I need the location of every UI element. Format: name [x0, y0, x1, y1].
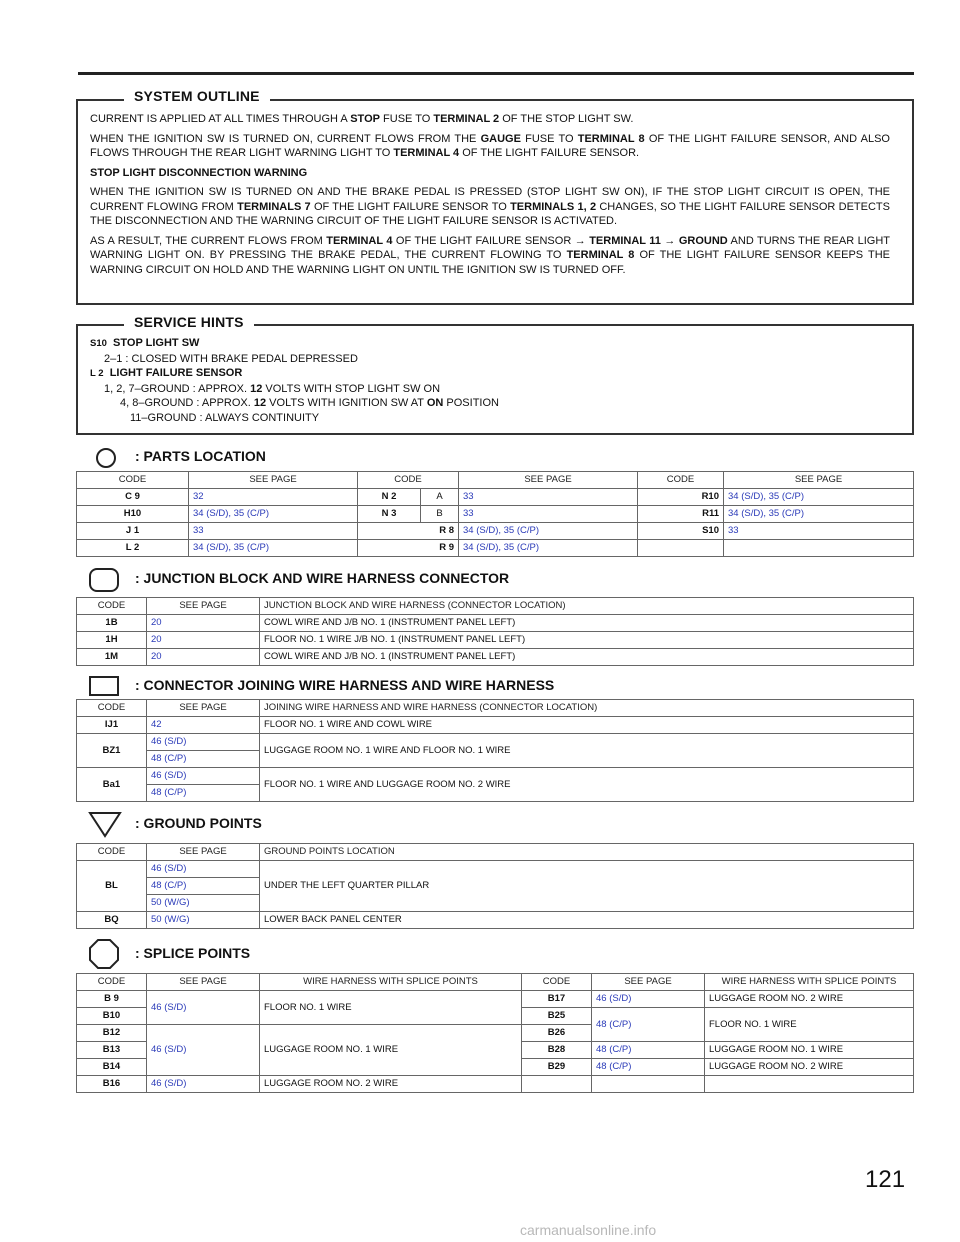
outline-para-2: WHEN THE IGNITION SW IS TURNED ON, CURRENT FLOWS FROM THE GAUGE FUSE TO TERMINAL 8 OF THE LIGHT FAILURE SENSOR, AND ALSO FLOWS THROUGH THE REAR LIGHT WARNING LIGHT TO TERMINAL 4 OF THE LIGHT FAILURE SENSOR.	[90, 132, 890, 159]
table-row	[77, 506, 914, 523]
location-cell: FLOOR NO. 1 WIRE AND COWL WIRE	[260, 717, 914, 734]
connector-joining-square-icon	[88, 674, 120, 698]
table-row	[77, 615, 914, 632]
code-cell: C 9	[77, 489, 189, 506]
code-cell: B17	[522, 991, 592, 1008]
header-cell: GROUND POINTS LOCATION	[260, 844, 914, 861]
header-cell: SEE PAGE	[592, 974, 705, 991]
code-cell: Ba1	[77, 768, 147, 802]
header-cell: JUNCTION BLOCK AND WIRE HARNESS (CONNECTOR LOCATION)	[260, 598, 914, 615]
see-page-link[interactable]: 46 (S/D)	[147, 1025, 260, 1076]
see-page-link[interactable]: 48 (C/P)	[592, 1008, 705, 1042]
splice-octagon-icon	[88, 938, 120, 970]
code-cell: N 2	[358, 489, 421, 506]
table-header-row	[77, 472, 914, 489]
watermark: carmanualsonline.info	[520, 1222, 657, 1238]
see-page-link[interactable]: 33	[724, 523, 914, 540]
code-cell: BQ	[77, 912, 147, 929]
header-cell: CODE	[77, 700, 147, 717]
see-page-link[interactable]: 46 (S/D)	[592, 991, 705, 1008]
page-number: 121	[865, 1166, 906, 1193]
service-hints-title: SERVICE HINTS	[124, 314, 254, 330]
ground-points-table	[76, 843, 914, 929]
empty-cell	[705, 1076, 914, 1093]
table-row	[77, 734, 914, 751]
system-outline-body	[90, 112, 890, 282]
header-cell: CODE	[522, 974, 592, 991]
hint-l2-header: L 2 LIGHT FAILURE SENSOR	[90, 367, 243, 379]
see-page-link[interactable]: 34 (S/D), 35 (C/P)	[459, 523, 638, 540]
wire-cell: FLOOR NO. 1 WIRE	[705, 1008, 914, 1042]
table-header-row	[77, 844, 914, 861]
code-cell: L 2	[77, 540, 189, 557]
location-cell: LUGGAGE ROOM NO. 1 WIRE AND FLOOR NO. 1 WIRE	[260, 734, 914, 768]
code-cell: 1H	[77, 632, 147, 649]
code-cell: B 9	[77, 991, 147, 1008]
location-cell: COWL WIRE AND J/B NO. 1 (INSTRUMENT PANEL LEFT)	[260, 615, 914, 632]
header-cell: WIRE HARNESS WITH SPLICE POINTS	[260, 974, 522, 991]
see-page-link[interactable]: 48 (C/P)	[147, 785, 260, 802]
table-row	[77, 717, 914, 734]
code-cell: R10	[638, 489, 724, 506]
table-row	[77, 489, 914, 506]
table-row	[77, 861, 914, 878]
code-cell: BZ1	[77, 734, 147, 768]
see-page-link[interactable]: 46 (S/D)	[147, 768, 260, 785]
see-page-link[interactable]: 48 (C/P)	[147, 878, 260, 895]
location-cell: FLOOR NO. 1 WIRE AND LUGGAGE ROOM NO. 2 WIRE	[260, 768, 914, 802]
code-cell: J 1	[77, 523, 189, 540]
connector-joining-title: : CONNECTOR JOINING WIRE HARNESS AND WIRE HARNESS	[135, 677, 555, 693]
see-page-link[interactable]: 48 (C/P)	[592, 1042, 705, 1059]
outline-para-3: STOP LIGHT DISCONNECTION WARNING	[90, 166, 308, 179]
parts-location-table	[76, 471, 914, 557]
top-rule	[78, 72, 914, 75]
header-cell: SEE PAGE	[724, 472, 914, 489]
see-page-link[interactable]: 33	[459, 489, 638, 506]
see-page-link[interactable]: 50 (W/G)	[147, 895, 260, 912]
header-cell: SEE PAGE	[147, 598, 260, 615]
code-cell: R 9	[358, 540, 459, 557]
header-cell: SEE PAGE	[147, 700, 260, 717]
table-row	[77, 523, 914, 540]
code-cell: B26	[522, 1025, 592, 1042]
splice-points-table	[76, 973, 914, 1093]
code-cell: R 8	[358, 523, 459, 540]
code-cell: BL	[77, 861, 147, 912]
see-page-link[interactable]: 46 (S/D)	[147, 734, 260, 751]
code-cell: IJ1	[77, 717, 147, 734]
hint-s10-line1: 2–1 : CLOSED WITH BRAKE PEDAL DEPRESSED	[104, 352, 358, 365]
location-cell: UNDER THE LEFT QUARTER PILLAR	[260, 861, 914, 912]
table-row	[77, 991, 914, 1008]
see-page-link[interactable]: 50 (W/G)	[147, 912, 260, 929]
parts-location-title: : PARTS LOCATION	[135, 448, 266, 464]
code-cell: 1B	[77, 615, 147, 632]
table-row	[77, 912, 914, 929]
variant-cell: B	[421, 506, 459, 523]
code-cell: B25	[522, 1008, 592, 1025]
splice-points-title: : SPLICE POINTS	[135, 945, 251, 961]
outline-para-5: AS A RESULT, THE CURRENT FLOWS FROM TERMINAL 4 OF THE LIGHT FAILURE SENSOR → TERMINAL 11 → GROUND AND TURNS THE REAR LIGHT WARNING LIGHT ON. BY PRESSING THE BRAKE PEDAL, THE CURRENT FLOWING TO TERMINAL 8 OF THE LIGHT FAILURE SENSOR KEEPS THE WARNING CIRCUIT ON HOLD AND THE WARNING LIGHT ON UNTIL THE IGNITION SW IS TURNED OFF.	[90, 234, 891, 276]
parts-location-circle-icon	[95, 447, 117, 469]
header-cell: WIRE HARNESS WITH SPLICE POINTS	[705, 974, 914, 991]
empty-cell	[522, 1076, 592, 1093]
header-cell: CODE	[77, 598, 147, 615]
code-cell: B16	[77, 1076, 147, 1093]
wire-cell: LUGGAGE ROOM NO. 1 WIRE	[260, 1025, 522, 1076]
header-cell: SEE PAGE	[459, 472, 638, 489]
see-page-link[interactable]: 32	[189, 489, 358, 506]
code-cell: B28	[522, 1042, 592, 1059]
header-cell: JOINING WIRE HARNESS AND WIRE HARNESS (CONNECTOR LOCATION)	[260, 700, 914, 717]
see-page-link[interactable]: 46 (S/D)	[147, 861, 260, 878]
hint-l2-line2: 4, 8–GROUND : APPROX. 12 VOLTS WITH IGNITION SW AT ON POSITION	[120, 397, 499, 409]
table-row	[77, 1076, 914, 1093]
wire-cell: LUGGAGE ROOM NO. 2 WIRE	[705, 991, 914, 1008]
wire-cell: LUGGAGE ROOM NO. 2 WIRE	[705, 1059, 914, 1076]
see-page-link[interactable]: 48 (C/P)	[147, 751, 260, 768]
see-page-link[interactable]: 34 (S/D), 35 (C/P)	[459, 540, 638, 557]
header-cell: CODE	[77, 844, 147, 861]
see-page-link[interactable]: 20	[147, 615, 260, 632]
code-cell: 1M	[77, 649, 147, 666]
code-cell: N 3	[358, 506, 421, 523]
header-cell: SEE PAGE	[189, 472, 358, 489]
see-page-link[interactable]: 48 (C/P)	[592, 1059, 705, 1076]
table-row	[77, 649, 914, 666]
table-row	[77, 540, 914, 557]
header-cell: CODE	[77, 974, 147, 991]
empty-cell	[638, 540, 724, 557]
wire-cell: FLOOR NO. 1 WIRE	[260, 991, 522, 1025]
header-cell: CODE	[638, 472, 724, 489]
code-cell: B10	[77, 1008, 147, 1025]
hint-l2-line1: 1, 2, 7–GROUND : APPROX. 12 VOLTS WITH STOP LIGHT SW ON	[104, 382, 441, 395]
system-outline-title: SYSTEM OUTLINE	[124, 88, 270, 104]
see-page-link[interactable]: 42	[147, 717, 260, 734]
junction-block-title: : JUNCTION BLOCK AND WIRE HARNESS CONNECTOR	[135, 570, 510, 586]
header-cell: CODE	[77, 472, 189, 489]
wire-cell: LUGGAGE ROOM NO. 1 WIRE	[705, 1042, 914, 1059]
see-page-link[interactable]: 46 (S/D)	[147, 1076, 260, 1093]
code-cell: B13	[77, 1042, 147, 1059]
see-page-link[interactable]: 20	[147, 649, 260, 666]
header-cell: SEE PAGE	[147, 844, 260, 861]
see-page-link[interactable]: 34 (S/D), 35 (C/P)	[189, 540, 358, 557]
junction-block-table	[76, 597, 914, 666]
location-cell: COWL WIRE AND J/B NO. 1 (INSTRUMENT PANEL LEFT)	[260, 649, 914, 666]
outline-para-1: CURRENT IS APPLIED AT ALL TIMES THROUGH A STOP FUSE TO TERMINAL 2 OF THE STOP LIGHT SW.	[90, 113, 634, 125]
variant-cell: A	[421, 489, 459, 506]
location-cell: FLOOR NO. 1 WIRE J/B NO. 1 (INSTRUMENT PANEL LEFT)	[260, 632, 914, 649]
see-page-link[interactable]: 33	[459, 506, 638, 523]
hint-s10-header: S10 STOP LIGHT SW	[90, 337, 200, 349]
code-cell: B12	[77, 1025, 147, 1042]
see-page-link[interactable]: 34 (S/D), 35 (C/P)	[189, 506, 358, 523]
see-page-link[interactable]: 34 (S/D), 35 (C/P)	[724, 489, 914, 506]
connector-joining-table	[76, 699, 914, 802]
code-cell: B29	[522, 1059, 592, 1076]
see-page-link[interactable]: 33	[189, 523, 358, 540]
hint-l2-line3: 11–GROUND : ALWAYS CONTINUITY	[130, 411, 320, 424]
table-header-row	[77, 700, 914, 717]
empty-cell	[592, 1076, 705, 1093]
wire-cell: LUGGAGE ROOM NO. 2 WIRE	[260, 1076, 522, 1093]
code-cell: R11	[638, 506, 724, 523]
ground-points-title: : GROUND POINTS	[135, 815, 262, 831]
empty-cell	[724, 540, 914, 557]
table-row	[77, 768, 914, 785]
header-cell: CODE	[358, 472, 459, 489]
see-page-link[interactable]: 34 (S/D), 35 (C/P)	[724, 506, 914, 523]
code-cell: S10	[638, 523, 724, 540]
table-header-row	[77, 598, 914, 615]
outline-para-4: WHEN THE IGNITION SW IS TURNED ON AND THE BRAKE PEDAL IS PRESSED (STOP LIGHT SW ON), IF THE STOP LIGHT CIRCUIT IS OPEN, THE CURRENT FLOWING FROM TERMINALS 7 OF THE LIGHT FAILURE SENSOR TO TERMINALS 1, 2 CHANGES, SO THE LIGHT FAILURE SENSOR DETECTS THE DISCONNECTION AND THE WARNING CIRCUIT OF THE LIGHT FAILURE SENSOR IS ACTIVATED.	[90, 186, 890, 227]
location-cell: LOWER BACK PANEL CENTER	[260, 912, 914, 929]
header-cell: SEE PAGE	[147, 974, 260, 991]
see-page-link[interactable]: 20	[147, 632, 260, 649]
code-cell: B14	[77, 1059, 147, 1076]
table-row	[77, 632, 914, 649]
service-hints-body	[90, 336, 890, 425]
table-header-row	[77, 974, 914, 991]
code-cell: H10	[77, 506, 189, 523]
ground-triangle-icon	[88, 810, 122, 838]
junction-block-rounded-icon	[88, 567, 120, 593]
see-page-link[interactable]: 46 (S/D)	[147, 991, 260, 1025]
